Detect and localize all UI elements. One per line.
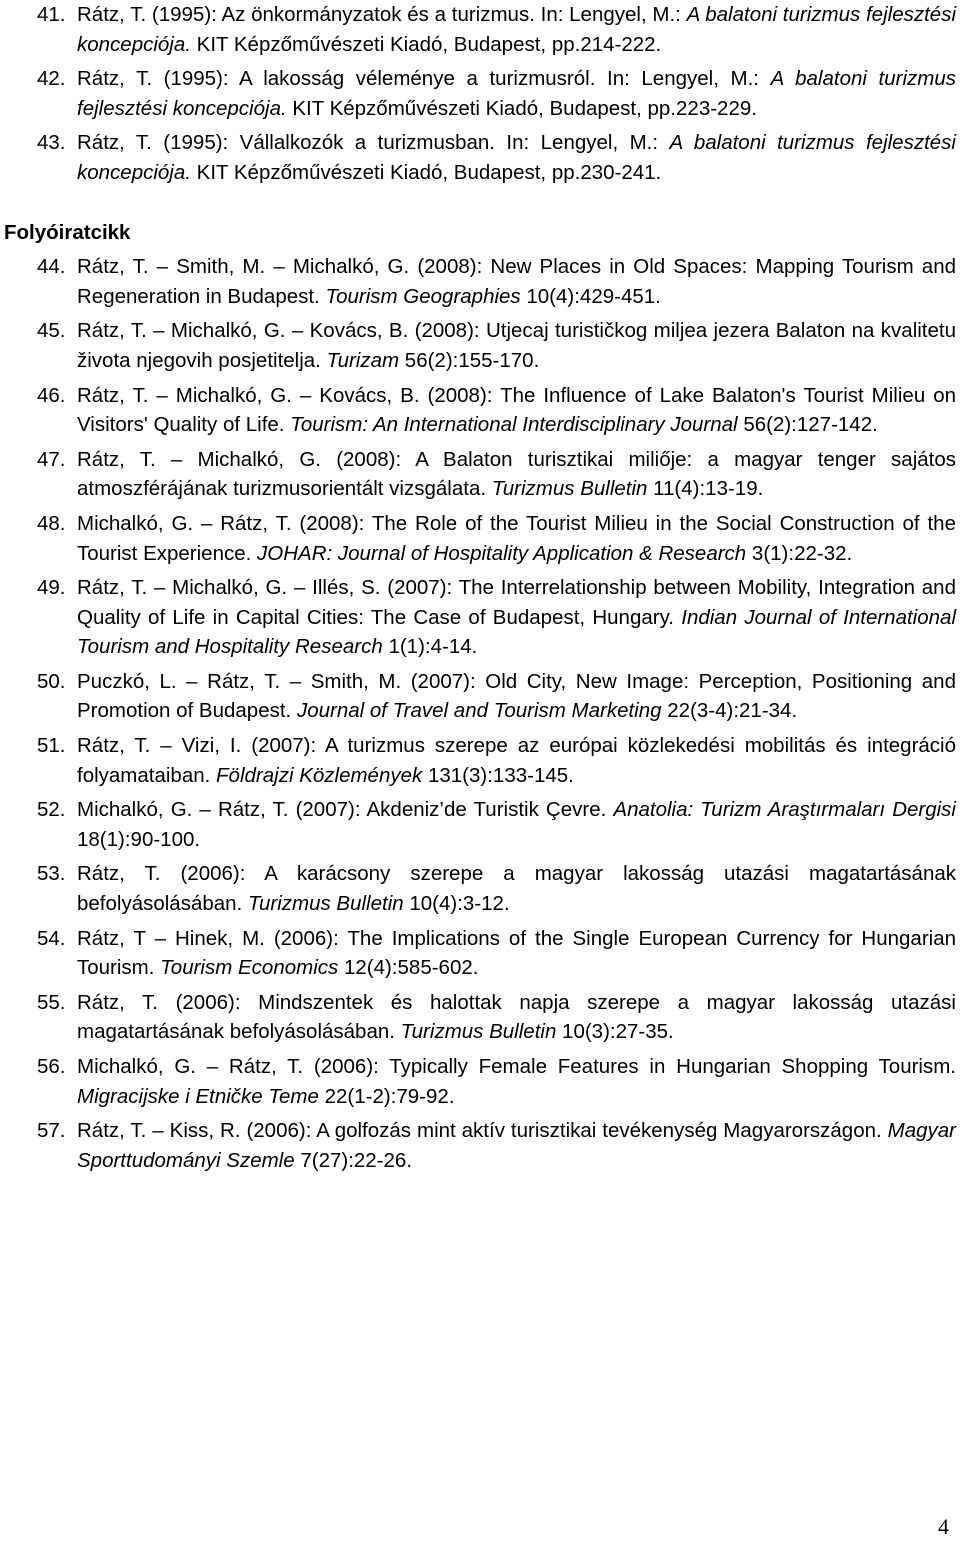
reference-item: [0, 859, 960, 918]
reference-pages: 1(1):4-14.: [382, 635, 478, 659]
reference-pages: 22(1-2):79-92.: [318, 1084, 455, 1108]
reference-citation: Rátz, T. – Michalkó, G. (2008): A Balaton turisztikai miliője: a magyar tenger sajátos atmoszférájának turizmusorientált vizsgálata.: [77, 447, 956, 501]
reference-item: [0, 988, 960, 1047]
reference-source-title: Migracijske i Etničke Teme: [77, 1084, 319, 1108]
reference-pages: 10(4):3-12.: [403, 892, 510, 916]
reference-source-title: Journal of Travel and Tourism Marketing: [296, 699, 662, 723]
reference-source-title: Földrajzi Közlemények: [216, 763, 423, 787]
reference-pages: 12(4):585-602.: [338, 956, 479, 980]
reference-source-title: Tourism: An International Interdisciplinary Journal: [290, 413, 738, 437]
page-number: 4: [938, 1514, 949, 1539]
reference-item: [0, 0, 960, 59]
reference-item: [0, 795, 960, 854]
reference-citation: Rátz, T. – Smith, M. – Michalkó, G. (2008): New Places in Old Spaces: Mapping Tourism and Regeneration in Budapest.: [77, 255, 956, 308]
reference-source-title: Tourism Economics: [160, 956, 339, 980]
reference-number: 48.: [37, 511, 66, 535]
reference-number: 45.: [37, 319, 66, 343]
reference-pages: 10(4):429-451.: [520, 284, 661, 308]
reference-citation: Rátz, T. – Michalkó, G. – Illés, S. (2007): The Interrelationship between Mobility, Integration and Quality of Life in Capital Cities: The Case of Budapest, Hungary.: [77, 576, 956, 629]
reference-item: [0, 445, 960, 504]
reference-item: [0, 252, 960, 311]
reference-citation: Rátz, T. (2006): Mindszentek és halottak napja szerepe a magyar lakosság utazási magatartásának befolyásolásában.: [77, 990, 956, 1044]
reference-source-title: A balatoni turizmus fejlesztési koncepciója.: [77, 67, 956, 120]
reference-number: 41.: [37, 3, 66, 26]
reference-source-title: Turizmus Bulletin: [247, 892, 404, 916]
reference-number: 47.: [37, 447, 66, 471]
reference-pages: KIT Képzőművészeti Kiadó, Budapest, pp.230-241.: [190, 160, 662, 184]
reference-number: 42.: [37, 67, 66, 91]
reference-number: 53.: [37, 862, 66, 886]
reference-number: 56.: [37, 1055, 66, 1078]
book-chapter-references: [0, 0, 960, 188]
reference-source-title: A balatoni turizmus fejlesztési koncepciója.: [77, 3, 956, 56]
reference-pages: KIT Képzőművészeti Kiadó, Budapest, pp.214-222.: [190, 32, 662, 56]
reference-source-title: Indian Journal of International Tourism and Hospitality Research: [77, 605, 956, 659]
reference-source-title: A balatoni turizmus fejlesztési koncepciója.: [77, 131, 956, 184]
reference-pages: 10(3):27-35.: [556, 1020, 674, 1044]
reference-number: 43.: [37, 131, 66, 155]
reference-pages: 22(3-4):21-34.: [661, 699, 798, 723]
reference-citation: Rátz, T. – Kiss, R. (2006): A golfozás mint aktív turisztikai tevékenység Magyarországon.: [77, 1119, 888, 1143]
reference-citation: Rátz, T. (1995): Az önkormányzatok és a turizmus. In: Lengyel, M.:: [77, 3, 687, 26]
reference-citation: Rátz, T – Hinek, M. (2006): The Implications of the Single European Currency for Hungarian Tourism.: [77, 926, 956, 980]
reference-item: [0, 509, 960, 568]
reference-citation: Rátz, T. (2006): A karácsony szerepe a magyar lakosság utazási magatartásának befolyásolásában.: [77, 862, 956, 916]
reference-citation: Michalkó, G. – Rátz, T. (2006): Typically Female Features in Hungarian Shopping Tourism.: [77, 1055, 956, 1078]
reference-citation: Puczkó, L. – Rátz, T. – Smith, M. (2007): Old City, New Image: Perception, Positioning and Promotion of Budapest.: [77, 669, 956, 723]
reference-citation: Michalkó, G. – Rátz, T. (2007): Akdeniz’de Turistik Çevre.: [77, 798, 614, 822]
reference-item: [0, 381, 960, 440]
reference-item: [0, 731, 960, 790]
reference-source-title: Magyar Sporttudományi Szemle: [77, 1119, 956, 1172]
reference-number: 52.: [37, 798, 66, 822]
reference-pages: KIT Képzőművészeti Kiadó, Budapest, pp.223-229.: [286, 96, 757, 120]
reference-number: 49.: [37, 576, 66, 600]
reference-item: [0, 573, 960, 662]
reference-pages: 56(2):127-142.: [737, 413, 878, 437]
reference-source-title: Tourism Geographies: [325, 284, 521, 308]
journal-article-references: [0, 252, 960, 1175]
reference-item: [0, 667, 960, 726]
reference-source-title: Anatolia: Turizm Araştırmaları Dergisi: [613, 798, 956, 822]
reference-item: [0, 1116, 960, 1175]
reference-source-title: Turizmus Bulletin: [491, 477, 648, 501]
reference-pages: 11(4):13-19.: [647, 477, 764, 501]
reference-source-title: JOHAR: Journal of Hospitality Application & Research: [257, 541, 747, 565]
reference-source-title: Turizam: [326, 348, 400, 372]
reference-item: [0, 64, 960, 123]
reference-citation: Rátz, T. (1995): Vállalkozók a turizmusban. In: Lengyel, M.:: [77, 131, 670, 155]
reference-citation: Rátz, T. – Michalkó, G. – Kovács, B. (2008): The Influence of Lake Balaton's Tourist Milieu on Visitors' Quality of Life.: [77, 383, 956, 437]
reference-number: 54.: [37, 926, 66, 950]
reference-item: [0, 1052, 960, 1111]
reference-number: 44.: [37, 255, 66, 279]
reference-citation: Rátz, T. – Vizi, I. (2007): A turizmus szerepe az európai közlekedési mobilitás és integráció folyamataiban.: [77, 734, 956, 787]
reference-pages: 3(1):22-32.: [746, 541, 853, 565]
reference-item: [0, 924, 960, 983]
section-heading: Folyóiratcikk: [4, 220, 131, 244]
reference-source-title: Turizmus Bulletin: [400, 1020, 557, 1044]
reference-pages: 56(2):155-170.: [399, 348, 540, 372]
reference-number: 50.: [37, 669, 66, 693]
reference-number: 46.: [37, 383, 66, 407]
reference-number: 55.: [37, 990, 66, 1014]
reference-pages: 7(27):22-26.: [294, 1148, 413, 1172]
reference-item: [0, 128, 960, 187]
reference-citation: Rátz, T. (1995): A lakosság véleménye a turizmusról. In: Lengyel, M.:: [77, 67, 771, 91]
reference-citation: Rátz, T. – Michalkó, G. – Kovács, B. (2008): Utjecaj turističkog miljea jezera Balaton na kvalitetu života njegovih posjetitelja.: [77, 319, 956, 372]
reference-item: [0, 316, 960, 375]
reference-pages: 18(1):90-100.: [77, 827, 201, 851]
reference-number: 57.: [37, 1119, 66, 1143]
reference-citation: Michalkó, G. – Rátz, T. (2008): The Role of the Tourist Milieu in the Social Construction of the Tourist Experience.: [77, 511, 956, 565]
reference-pages: 131(3):133-145.: [422, 763, 574, 787]
reference-number: 51.: [37, 734, 66, 758]
